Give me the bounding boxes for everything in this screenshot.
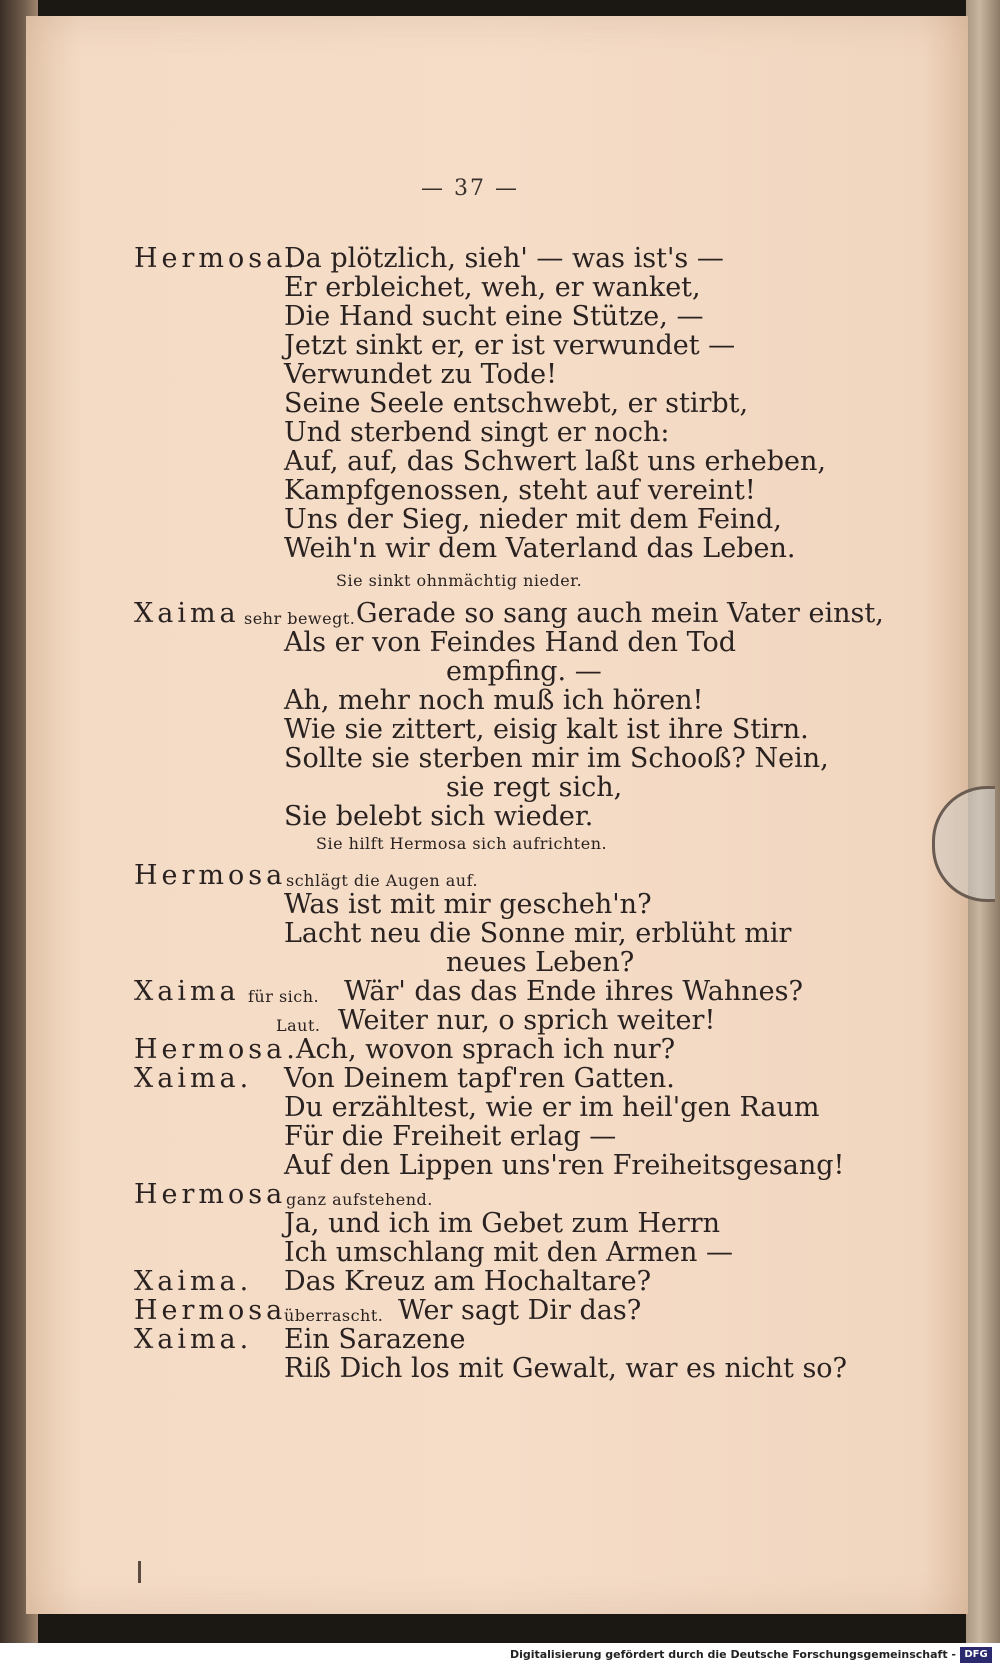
verse-line: Für die Freiheit erlag —: [284, 1121, 617, 1152]
speaker-direction: Laut.: [276, 1016, 321, 1035]
verse-line: Wär' das das Ende ihres Wahnes?: [344, 976, 803, 1007]
verse-line: Seine Seele entschwebt, er stirbt,: [284, 388, 749, 419]
speaker-direction: sehr bewegt.: [244, 609, 356, 628]
verse-line: sie regt sich,: [446, 772, 623, 803]
verse-line: Uns der Sieg, nieder mit dem Feind,: [284, 504, 782, 535]
verse-line: Da plötzlich, sieh' — was ist's —: [284, 243, 724, 274]
verse-line: Sollte sie sterben mir im Schooß? Nein,: [284, 743, 829, 774]
speaker-direction: schlägt die Augen auf.: [286, 871, 479, 890]
verse-line: Riß Dich los mit Gewalt, war es nicht so?: [284, 1353, 848, 1384]
speaker-name: Hermosa: [134, 860, 287, 891]
stage-direction: Sie sinkt ohnmächtig nieder.: [336, 571, 583, 590]
verse-line: Was ist mit mir gescheh'n?: [284, 889, 652, 920]
verse-line: Kampfgenossen, steht auf vereint!: [284, 475, 756, 506]
verse-line: Wer sagt Dir das?: [398, 1295, 642, 1326]
footer-bar: [0, 1643, 1000, 1669]
verse-line: Die Hand sucht eine Stütze, —: [284, 301, 704, 332]
speaker-direction: ganz aufstehend.: [286, 1190, 433, 1209]
verse-line: Als er von Feindes Hand den Tod: [284, 627, 737, 658]
speaker-direction: überrascht.: [284, 1306, 384, 1325]
speaker-name: Xaima.: [134, 1324, 253, 1355]
speaker-name: Xaima: [134, 976, 240, 1007]
verse-line: Das Kreuz am Hochaltare?: [284, 1266, 652, 1297]
speaker-name: Xaima.: [134, 1063, 253, 1094]
verse-line: Auf den Lippen uns'ren Freiheitsgesang!: [284, 1150, 845, 1181]
verse-line: Verwundet zu Tode!: [284, 359, 557, 390]
verse-line: Du erzähltest, wie er im heil'gen Raum: [284, 1092, 820, 1123]
margin-mark: [138, 1561, 141, 1583]
speaker-direction: für sich.: [248, 987, 320, 1006]
verse-line: Ja, und ich im Gebet zum Herrn: [284, 1208, 721, 1239]
verse-line: Er erbleichet, weh, er wanket,: [284, 272, 701, 303]
speaker-name: Hermosa: [134, 1179, 287, 1210]
verse-line: Ein Sarazene: [284, 1324, 466, 1355]
speaker-name: Hermosa.: [134, 243, 299, 274]
dfg-logo-icon: DFG: [960, 1647, 992, 1663]
verse-line: Und sterbend singt er noch:: [284, 417, 670, 448]
verse-line: Lacht neu die Sonne mir, erblüht mir: [284, 918, 792, 949]
speaker-name: Xaima.: [134, 1266, 253, 1297]
verse-line: Ah, mehr noch muß ich hören!: [284, 685, 704, 716]
funding-credit: Digitalisierung gefördert durch die Deutsche Forschungsgemeinschaft -: [509, 1648, 956, 1661]
verse-line: Sie belebt sich wieder.: [284, 801, 594, 832]
page-text: [26, 16, 968, 1614]
speaker-name: Xaima: [134, 598, 240, 629]
verse-line: Von Deinem tapf'ren Gatten.: [284, 1063, 675, 1094]
verse-line: Wie sie zittert, eisig kalt ist ihre Stirn.: [284, 714, 809, 745]
verse-line: empfing. —: [446, 656, 602, 687]
verse-line: Jetzt sinkt er, er ist verwundet —: [284, 330, 736, 361]
verse-line: Weih'n wir dem Vaterland das Leben.: [284, 533, 796, 564]
page-number: — 37 —: [421, 176, 519, 201]
book-page: [26, 16, 968, 1614]
speaker-name: Hermosa: [134, 1295, 287, 1326]
verse-line: Ich umschlang mit den Armen —: [284, 1237, 733, 1268]
verse-line: neues Leben?: [446, 947, 635, 978]
speaker-name: Hermosa.: [134, 1034, 299, 1065]
verse-line: Auf, auf, das Schwert laßt uns erheben,: [284, 446, 826, 477]
stage-direction: Sie hilft Hermosa sich aufrichten.: [316, 834, 608, 853]
verse-line: Gerade so sang auch mein Vater einst,: [356, 598, 884, 629]
verse-line: Weiter nur, o sprich weiter!: [338, 1005, 716, 1036]
verse-line: Ach, wovon sprach ich nur?: [296, 1034, 676, 1065]
